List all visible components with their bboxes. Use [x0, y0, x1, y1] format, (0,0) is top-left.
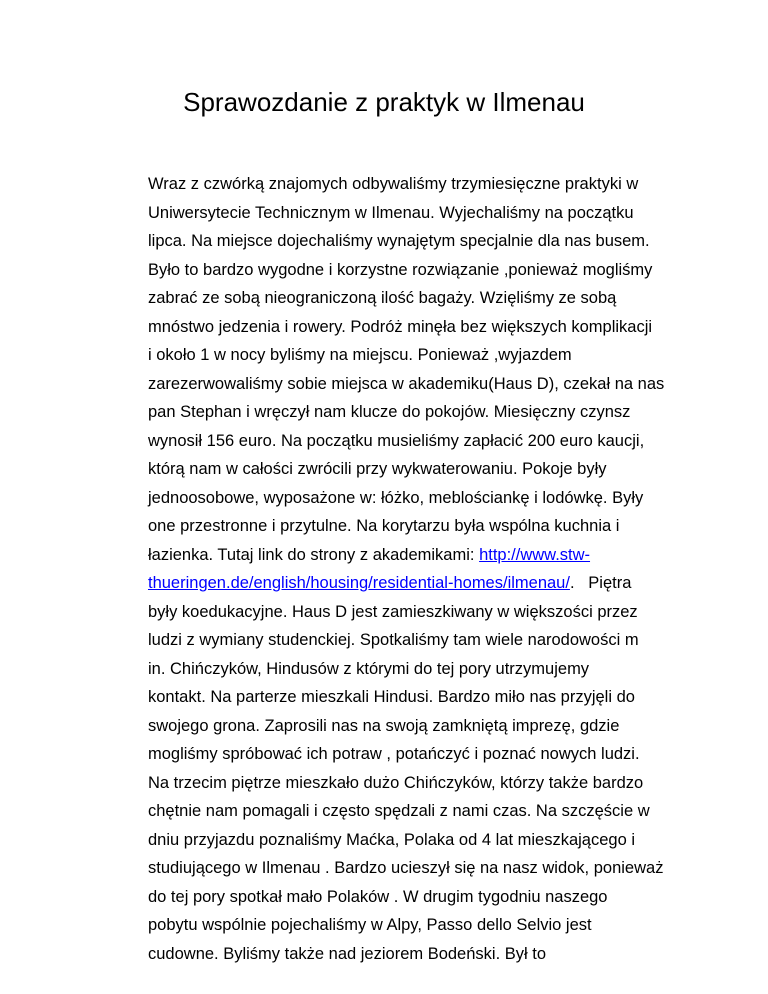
- text-line: one przestronne i przytulne. Na korytarzu była wspólna kuchnia i: [148, 517, 620, 535]
- text-line: in. Chińczyków, Hindusów z którymi do tej pory utrzymujemy: [148, 659, 590, 678]
- text-line: dniu przyjazdu poznaliśmy Maćka, Polaka od 4 lat mieszkającego i: [148, 830, 635, 849]
- text-line: Było to bardzo wygodne i korzystne rozwiązanie ,ponieważ mogliśmy: [148, 260, 653, 279]
- text-line: studiującego w Ilmenau . Bardzo ucieszył się na nasz widok, ponieważ: [148, 859, 664, 877]
- text-line: Wraz z czwórką znajomych odbywaliśmy trzymiesięczne praktyki w: [148, 175, 639, 193]
- text-after-link: . Piętra: [569, 574, 632, 592]
- report-body: [148, 170, 665, 968]
- page-title: Sprawozdanie z praktyk w Ilmenau: [183, 87, 585, 117]
- housing-link-part2[interactable]: thueringen.de/english/housing/residential-homes/ilmenau/: [148, 574, 570, 592]
- text-line-with-link-end: [148, 569, 632, 598]
- text-line: i około 1 w nocy byliśmy na miejscu. Ponieważ ,wyjazdem: [148, 346, 572, 364]
- housing-link-part1[interactable]: http://www.stw-: [479, 545, 591, 564]
- text-line: były koedukacyjne. Haus D jest zamieszkiwany w większości przez: [148, 602, 638, 621]
- text-line: cudowne. Byliśmy także nad jeziorem Bodeński. Był to: [148, 944, 547, 963]
- text-line: Na trzecim piętrze mieszkało dużo Chińczyków, którzy także bardzo: [148, 773, 644, 792]
- text-line: mnóstwo jedzenia i rowery. Podróż minęła bez większych komplikacji: [148, 317, 653, 336]
- text-line: mogliśmy spróbować ich potraw , potańczyć i poznać nowych ludzi.: [148, 745, 640, 763]
- text-line: chętnie nam pomagali i często spędzali z nami czas. Na szczęście w: [148, 802, 650, 820]
- text-line: zabrać ze sobą nieograniczoną ilość bagaży. Wzięliśmy ze sobą: [148, 289, 617, 307]
- text-line: ludzi z wymiany studenckiej. Spotkaliśmy tam wiele narodowości m: [148, 631, 639, 649]
- text-line: którą nam w całości zwrócili przy wykwaterowaniu. Pokoje były: [148, 460, 607, 478]
- text-line: wynosił 156 euro. Na początku musieliśmy zapłacić 200 euro kaucji,: [148, 431, 645, 450]
- text-line-with-link-start: [148, 541, 628, 570]
- text-line: lipca. Na miejsce dojechaliśmy wynajętym specjalnie dla nas busem.: [148, 232, 650, 250]
- text-line: pobytu wspólnie pojechaliśmy w Alpy, Passo dello Selvio jest: [148, 916, 592, 934]
- text-line: kontakt. Na parterze mieszkali Hindusi. Bardzo miło nas przyjęli do: [148, 688, 635, 706]
- text-line: Uniwersytecie Technicznym w Ilmenau. Wyjechaliśmy na początku: [148, 203, 634, 222]
- text-line: pan Stephan i wręczył nam klucze do pokojów. Miesięczny czynsz: [148, 403, 631, 421]
- text-line: do tej pory spotkał mało Polaków . W drugim tygodniu naszego: [148, 887, 608, 906]
- text-line: zarezerwowaliśmy sobie miejsca w akademiku(Haus D), czekał na nas: [148, 374, 665, 393]
- text-line-intro: łazienka. Tutaj link do strony z akademikami:: [148, 545, 475, 564]
- text-line: swojego grona. Zaprosili nas na swoją zamkniętą imprezę, gdzie: [148, 716, 620, 735]
- text-line: jednoosobowe, wyposażone w: łóżko, meblościankę i lodówkę. Były: [148, 488, 644, 507]
